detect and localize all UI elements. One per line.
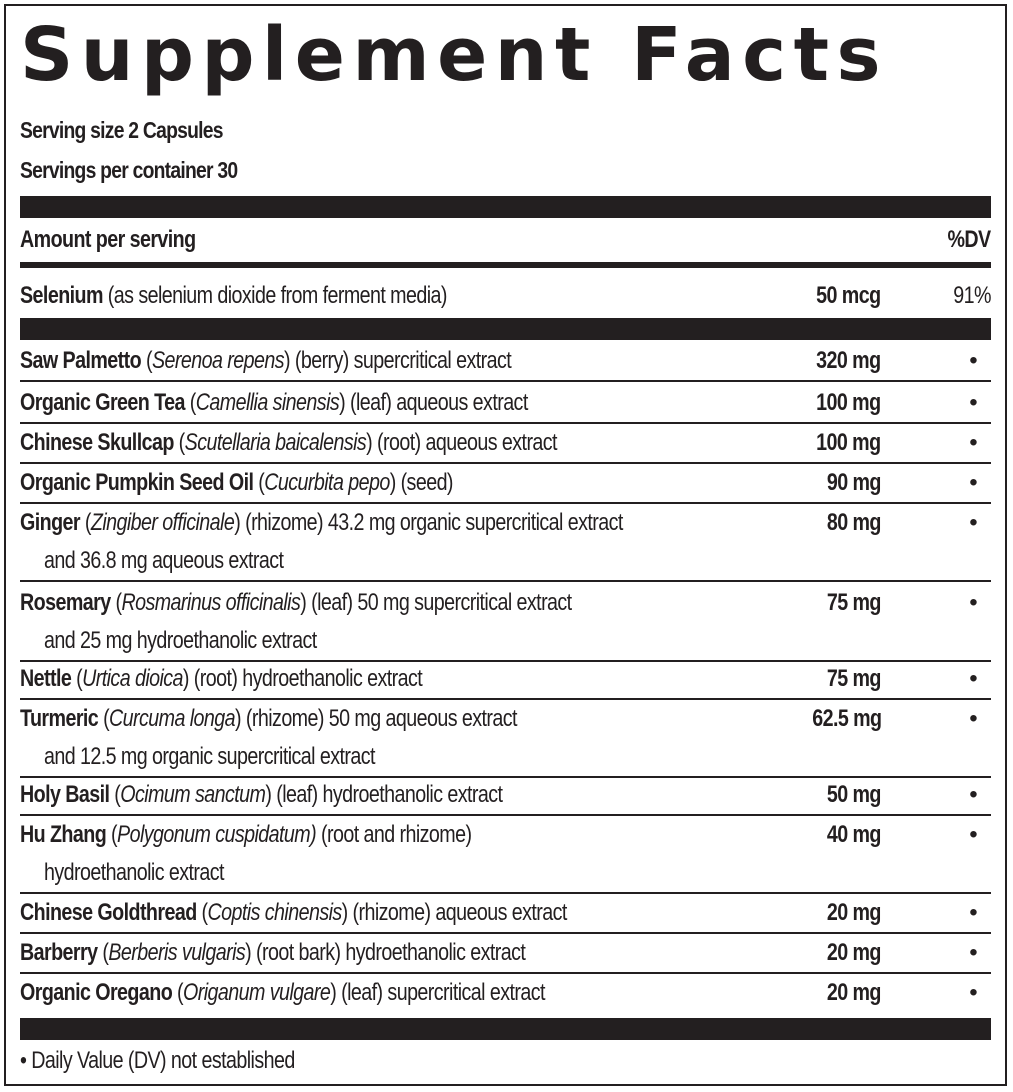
ingredient-dv-not-established-mark: •	[969, 705, 977, 732]
ingredient-dv-not-established-mark: •	[969, 665, 977, 692]
ingredient-latin-name: Berberis vulgaris	[108, 939, 246, 966]
ingredient-latin-name: Curcuma longa	[109, 705, 236, 732]
ingredient-description: ) (leaf) hydroethanolic extract	[265, 781, 503, 808]
ingredient-paren-open: (	[106, 821, 118, 848]
medium-rule	[20, 262, 991, 268]
panel-content	[20, 6, 991, 1084]
ingredient-name: Organic Pumpkin Seed Oil	[20, 469, 254, 496]
ingredient-dv-not-established-mark: •	[969, 899, 977, 926]
ingredient-dv-not-established-mark: •	[969, 389, 977, 416]
ingredient-paren-open: (	[196, 899, 208, 926]
thick-rule-bottom	[20, 1018, 991, 1040]
panel-title: Supplement Facts	[20, 12, 889, 98]
ingredient-description: ) (rhizome) aqueous extract	[341, 899, 567, 926]
footnote: • Daily Value (DV) not established	[20, 1047, 295, 1074]
selenium-text	[20, 277, 447, 315]
ingredient-description-line2: and 36.8 mg aqueous extract	[44, 547, 284, 574]
ingredient-name: Holy Basil	[20, 781, 110, 808]
ingredient-paren-open: (	[184, 389, 196, 416]
ingredient-amount: 20 mg	[826, 899, 881, 926]
ingredient-description: ) (seed)	[389, 469, 453, 496]
servings-per-container: Servings per container 30	[20, 157, 238, 183]
selenium-amount: 50 mcg	[816, 282, 881, 309]
row-divider	[20, 580, 991, 582]
ingredient-description-line2: hydroethanolic extract	[44, 859, 224, 886]
ingredient-latin-name: Coptis chinensis	[207, 899, 342, 926]
ingredient-latin-name: Cucurbita pepo	[264, 469, 390, 496]
ingredient-amount: 100 mg	[816, 389, 881, 416]
ingredient-name: Hu Zhang	[20, 821, 107, 848]
ingredient-latin-name: Camellia sinensis	[195, 389, 340, 416]
ingredient-latin-name: Origanum vulgare	[183, 979, 331, 1006]
ingredient-name: Organic Green Tea	[20, 389, 185, 416]
ingredient-name: Organic Oregano	[20, 979, 173, 1006]
ingredient-description: ) (rhizome) 43.2 mg organic supercritical extract	[234, 509, 623, 536]
ingredient-text	[20, 934, 525, 972]
ingredient-latin-name: Polygonum cuspidatum)	[117, 821, 317, 848]
ingredient-description: ) (rhizome) 50 mg aqueous extract	[235, 705, 517, 732]
ingredient-text	[20, 816, 471, 854]
ingredient-name: Turmeric	[20, 705, 99, 732]
ingredient-description: ) (root) aqueous extract	[366, 429, 557, 456]
supplement-facts-panel	[4, 4, 1007, 1086]
ingredient-name: Nettle	[20, 665, 72, 692]
ingredient-amount: 90 mg	[826, 469, 881, 496]
selenium-dv: 91%	[953, 282, 991, 309]
ingredient-name: Rosemary	[20, 589, 111, 616]
ingredient-text	[20, 584, 572, 622]
ingredient-name: Barberry	[20, 939, 98, 966]
ingredient-paren-open: (	[97, 939, 109, 966]
ingredient-description-line2: and 12.5 mg organic supercritical extract	[44, 743, 375, 770]
ingredient-dv-not-established-mark: •	[969, 509, 977, 536]
ingredient-paren-open: (	[79, 509, 91, 536]
ingredient-paren-open: (	[110, 589, 122, 616]
selenium-desc: (as selenium dioxide from ferment media)	[102, 282, 447, 309]
ingredient-text	[20, 974, 545, 1012]
ingredient-latin-name: Ocimum sanctum	[120, 781, 266, 808]
ingredient-dv-not-established-mark: •	[969, 469, 977, 496]
ingredient-paren-open: (	[109, 781, 121, 808]
ingredient-dv-not-established-mark: •	[969, 429, 977, 456]
ingredient-description: ) (leaf) supercritical extract	[330, 979, 545, 1006]
ingredient-text	[20, 776, 502, 814]
ingredient-amount: 50 mg	[826, 781, 881, 808]
ingredient-text	[20, 894, 567, 932]
ingredient-amount: 100 mg	[816, 429, 881, 456]
ingredient-dv-not-established-mark: •	[969, 781, 977, 808]
thick-rule-middle	[20, 318, 991, 340]
ingredient-amount: 62.5 mg	[811, 705, 881, 732]
ingredient-paren-open: (	[253, 469, 265, 496]
ingredient-latin-name: Zingiber officinale	[90, 509, 235, 536]
ingredient-description: ) (leaf) 50 mg supercritical extract	[300, 589, 572, 616]
ingredient-amount: 75 mg	[826, 665, 881, 692]
ingredient-dv-not-established-mark: •	[969, 821, 977, 848]
ingredient-description: (root and rhizome)	[316, 821, 472, 848]
ingredient-description: ) (leaf) aqueous extract	[339, 389, 528, 416]
ingredient-description: ) (berry) supercritical extract	[283, 347, 512, 374]
ingredient-text	[20, 700, 517, 738]
ingredient-dv-not-established-mark: •	[969, 347, 977, 374]
ingredient-latin-name: Urtica dioica	[82, 665, 183, 692]
ingredient-amount: 20 mg	[826, 979, 881, 1006]
ingredient-amount: 40 mg	[826, 821, 881, 848]
amount-per-serving-label: Amount per serving	[20, 226, 196, 253]
thick-rule-top	[20, 196, 991, 218]
ingredient-description-line2: and 25 mg hydroethanolic extract	[44, 627, 317, 654]
ingredient-amount: 20 mg	[826, 939, 881, 966]
ingredient-name: Chinese Goldthread	[20, 899, 197, 926]
dv-header-label: %DV	[947, 226, 991, 253]
ingredient-paren-open: (	[71, 665, 83, 692]
ingredient-latin-name: Rosmarinus officinalis	[121, 589, 301, 616]
ingredient-text	[20, 464, 453, 502]
ingredient-name: Ginger	[20, 509, 80, 536]
ingredient-amount: 75 mg	[826, 589, 881, 616]
ingredient-amount: 320 mg	[816, 347, 881, 374]
ingredient-text	[20, 342, 511, 380]
ingredient-paren-open: (	[98, 705, 110, 732]
ingredient-paren-open: (	[173, 429, 185, 456]
ingredient-paren-open: (	[141, 347, 152, 374]
ingredient-latin-name: Scutellaria baicalensis	[184, 429, 367, 456]
row-divider	[20, 380, 991, 382]
ingredient-latin-name: Serenoa repens	[151, 347, 284, 374]
ingredient-text	[20, 504, 623, 542]
ingredient-name: Chinese Skullcap	[20, 429, 174, 456]
ingredient-dv-not-established-mark: •	[969, 979, 977, 1006]
ingredient-name: Saw Palmetto	[20, 347, 142, 374]
ingredient-dv-not-established-mark: •	[969, 589, 977, 616]
ingredient-dv-not-established-mark: •	[969, 939, 977, 966]
ingredient-text	[20, 384, 528, 422]
ingredient-text	[20, 424, 557, 462]
ingredient-paren-open: (	[172, 979, 184, 1006]
ingredient-text	[20, 660, 422, 698]
serving-size: Serving size 2 Capsules	[20, 117, 223, 143]
ingredient-description: ) (root) hydroethanolic extract	[182, 665, 423, 692]
ingredient-description: ) (root bark) hydroethanolic extract	[245, 939, 526, 966]
ingredient-amount: 80 mg	[826, 509, 881, 536]
selenium-name: Selenium	[20, 282, 103, 309]
